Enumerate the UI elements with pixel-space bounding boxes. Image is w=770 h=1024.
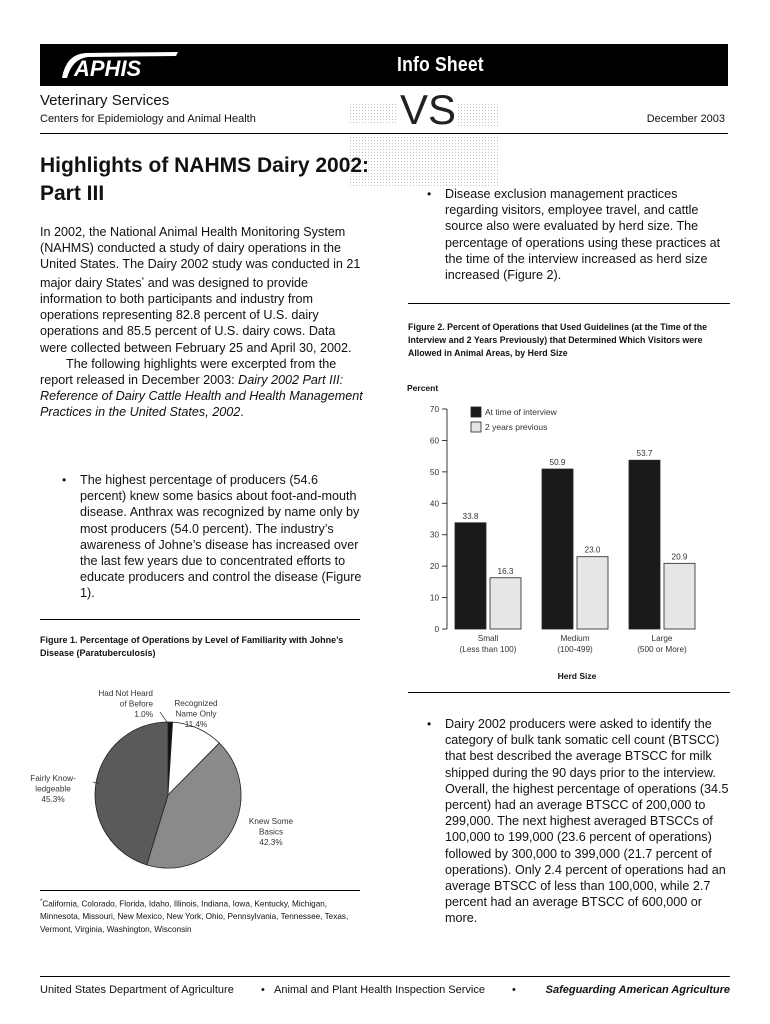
y-tick-label: 30 (429, 530, 439, 540)
pie-leader-line (160, 712, 167, 722)
header-rule (40, 133, 728, 134)
aphis-logo-text: APHIS (74, 56, 142, 81)
bar-value-label: 53.7 (636, 449, 653, 459)
vs-logo (398, 86, 457, 133)
legend-swatch (471, 407, 481, 417)
bar (629, 460, 660, 629)
bullet-text: Disease exclusion management practices regarding visitors, employee travel, and cattle source also were evaluated by herd size. The percentage of operations using these practices at the time of the interview increased as herd size increased (Figure 2). (445, 187, 721, 283)
bullet-text: The highest percentage of producers (54.6 percent) knew some basics about foot-and-mouth disease. Anthrax was recognized by name only by most producers (54.0 percent). The industry’s awareness of Johne’s disease has increased over the last few years due to concentrated efforts to educate producers and control the disease (Figure 1). (80, 473, 362, 601)
y-tick-label: 10 (429, 593, 439, 603)
footer-rule (40, 976, 730, 977)
footer-tagline: Safeguarding American Agriculture (545, 984, 730, 996)
y-tick-label: 40 (429, 499, 439, 509)
footnote-text: California, Colorado, Florida, Idaho, Illinois, Indiana, Iowa, Kentucky, Michigan, Minnesota, Missouri, New Mexico, New York, Ohio, Pennsylvania, Tennessee, Texas, Vermont, Virginia, Washington, Wisconsin (40, 899, 349, 934)
bar (542, 469, 573, 629)
intro-paragraph-2: The following highlights were excerpted from the report released in December 2003: Dairy 2002 Part III: Reference of Dairy Cattle Health and Health Management Practices in the United States, 2002. (40, 356, 363, 420)
bullet-text: Dairy 2002 producers were asked to identify the category of bulk tank somatic cell count (BTSCC) that best described the average BTSCC for milk shipped during the 90 days prior to the interview. Overall, the highest percentage of operations (34.5 percent) had an average BTSCC of 200,000 to 299,000. The next highest averaged BTSCCs of 100,000 to 199,000 (23.6 percent of operations) followed by 300,000 to 399,000 (21.7 percent of operations). Only 2.4 percent of operations had an average BTSCC of less than 100,000, while 2.7 percent had an average BTSCC of 600,000 or more. (445, 717, 729, 926)
figure2-bar-chart (405, 378, 730, 684)
bar-value-label: 33.8 (462, 511, 479, 521)
pie-slice-label: Knew Some Basics 42.3% (248, 817, 294, 847)
pie-slice-label: Had Not Heard of Before 1.0% (98, 689, 153, 719)
bar-chart-rule (408, 692, 730, 693)
figure1-caption: Figure 1. Percentage of Operations by Level of Familiarity with Johne’s Disease (Paratuberculosis) (40, 635, 344, 658)
y-tick-label: 50 (429, 467, 439, 477)
bar (577, 557, 608, 629)
aphis-logo (58, 48, 183, 82)
publication-date: December 2003 (646, 113, 725, 125)
y-tick-label: 0 (434, 625, 439, 634)
y-axis-label: Percent (407, 383, 439, 393)
pie-slice-label: Fairly Know-ledgeable 45.3% (30, 774, 76, 804)
x-axis-label: Herd Size (557, 671, 597, 681)
footnote-marker: * (141, 276, 145, 284)
y-tick-label: 20 (429, 562, 439, 572)
footnote-rule (40, 890, 360, 891)
footnote-mark: * (40, 899, 43, 905)
footer-separator: • (261, 984, 265, 996)
footer-separator: • (512, 984, 516, 996)
bar (664, 563, 695, 629)
figure1-rule (40, 619, 360, 620)
vs-logo-text: VS (400, 86, 457, 133)
footer-aphis: Animal and Plant Health Inspection Service (274, 984, 485, 996)
bar-value-label: 50.9 (549, 458, 566, 468)
figure1-pie-chart (30, 680, 360, 885)
intro-text (40, 224, 365, 421)
bullet-item (427, 186, 729, 283)
pie-slice-label: Recognized Name Only 11.4% (174, 699, 218, 729)
bullet-dot: • (62, 473, 67, 487)
report-title: Dairy 2002 Part III: Reference of Dairy Cattle Health and Health Management Practices in the United States, 2002 (40, 373, 363, 420)
bar-value-label: 16.3 (497, 566, 514, 576)
bar-value-label: 23.0 (584, 545, 601, 555)
x-tick-label: Medium (100-499) (557, 634, 593, 654)
figure2-caption: Figure 2. Percent of Operations that Used Guidelines (at the Time of the Interview and 2 Years Previously) that Determined Which Visitors were Allowed in Animal Areas, by Herd Size (408, 322, 707, 358)
info-sheet-label: Info Sheet (397, 54, 484, 76)
bar-value-label: 20.9 (671, 552, 688, 562)
bullet-dot: • (427, 187, 432, 201)
bullet-item (427, 716, 729, 927)
footnote (40, 896, 360, 936)
bullet-item (62, 472, 367, 602)
bar (490, 578, 521, 629)
figure2-rule (408, 303, 730, 304)
bullet-dot: • (427, 717, 432, 731)
legend-label: At time of interview (485, 407, 557, 417)
footer-usda: United States Department of Agriculture (40, 984, 234, 996)
y-tick-label: 60 (429, 436, 439, 446)
organization-name: Veterinary Services (40, 92, 170, 109)
legend-label: 2 years previous (485, 422, 548, 432)
sub-organization: Centers for Epidemiology and Animal Health (40, 113, 256, 125)
page-title: Highlights of NAHMS Dairy 2002: Part III (40, 154, 370, 205)
bar (455, 523, 486, 629)
x-tick-label: Small (Less than 100) (459, 634, 517, 654)
x-tick-label: Large (500 or More) (637, 634, 687, 654)
intro-paragraph-1: In 2002, the National Animal Health Monitoring System (NAHMS) conducted a study of dairy operations in the United States. The Dairy 2002 study was conducted in 21 major dairy States* and was designed to provide information to both participants and industry from operations representing 82.8 percent of U.S. dairy operations and 85.5 percent of U.S. dairy cows. Data were collected between February 25 and April 30, 2002. (40, 225, 361, 355)
legend-swatch (471, 422, 481, 432)
y-tick-label: 70 (429, 405, 439, 414)
